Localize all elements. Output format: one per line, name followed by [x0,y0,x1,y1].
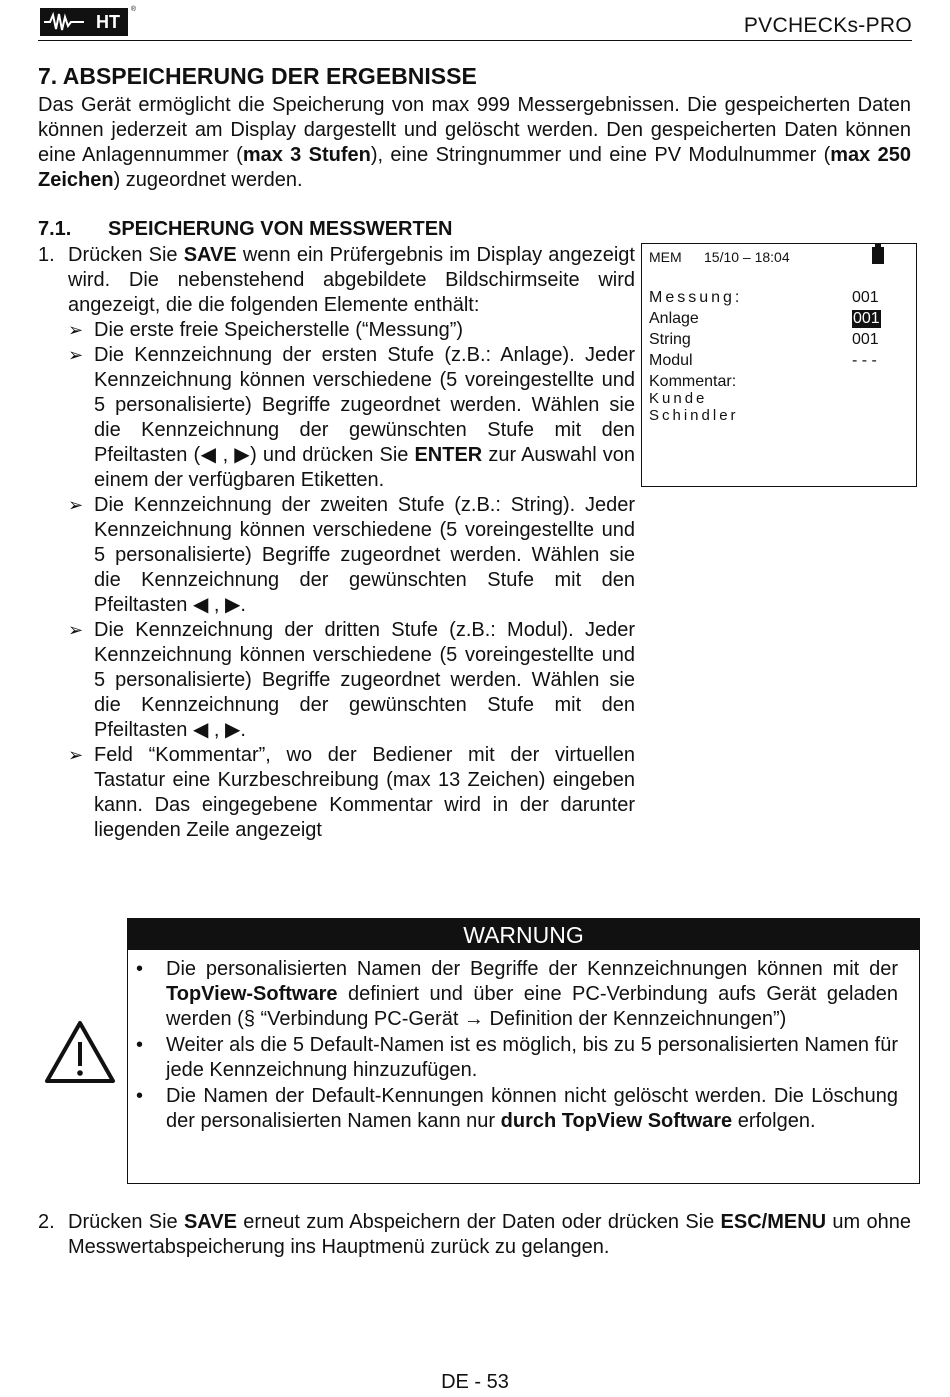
lcd-modul-value: - - - [852,352,877,369]
lcd-mode: MEM [649,249,682,265]
list-item: ➢ Die Kennzeichnung der zweiten Stufe (z.B.: String). Jeder Kennzeichnung können verschiedene (5 voreingestellte und 5 personalisierte) Begriffe zugeordnet werden. Wählen sie die Kennzeichnung der gewünschten Stufe mit den Pfeiltasten ◀ , ▶. [68,494,635,616]
bullet-icon: • [136,1034,144,1056]
arrow-bullet-icon: ➢ [68,345,84,365]
step-2-text: Drücken Sie SAVE erneut zum Abspeichern der Daten oder drücken Sie ESC/MENU um ohne Messwertabspeicherung ins Hauptmenü zurück zu gelangen. [68,1211,911,1258]
lcd-anlage-value: 001 [853,310,880,327]
battery-icon [872,247,884,264]
page-number: DE - 53 [441,1371,509,1393]
step-2 [38,1210,911,1260]
lcd-modul-label: Modul [649,352,693,369]
list-item: • Die Namen der Default-Kennungen können nicht gelöscht werden. Die Löschung der personalisierten Namen kann nur durch TopView Software erfolgen. [136,1085,898,1132]
section-title: 7. ABSPEICHERUNG DER ERGEBNISSE [38,63,477,89]
ht-logo [40,6,136,36]
arrow-bullet-icon: ➢ [68,745,84,765]
warning-title: WARNUNG [128,919,919,950]
arrow-bullet-icon: ➢ [68,495,84,515]
lcd-messung-value: 001 [852,289,879,306]
warning-triangle-icon [44,1020,116,1084]
warning-box [127,918,920,1184]
bullet-icon: • [136,1085,144,1107]
logo-text: HT [96,11,120,32]
lcd-string-value: 001 [852,331,879,348]
step-1-bullets [38,318,635,843]
arrow-bullet-icon: ➢ [68,620,84,640]
bullet-icon: • [136,958,144,980]
list-item: ➢ Die erste freie Speicherstelle (“Messung”) [68,319,464,341]
lcd-messung-label: Messung: [649,289,743,306]
doc-title: PVCHECKs-PRO [743,14,912,37]
intro-paragraph: Das Gerät ermöglicht die Speicherung von max 999 Messergebnissen. Die gespeicherten Daten können jederzeit am Display dargestellt und gelöscht werden. Den gespeicherten Daten können eine Anlagennummer (max 3 Stufen), eine Stringnummer und eine PV Modulnummer (max 250 Zeichen) zugeordnet werden. [38,94,911,191]
header-divider [38,40,912,41]
lcd-screen [641,243,917,487]
lcd-datetime: 15/10 – 18:04 [704,249,790,265]
lcd-anlage-label: Anlage [649,310,699,327]
list-item: ➢ Feld “Kommentar”, wo der Bediener mit der virtuellen Tastatur eine Kurzbeschreibung (max 13 Zeichen) eingeben kann. Das eingegebene Kommentar wird in der darunter liegenden Zeile angezeigt [68,744,635,841]
list-item: ➢ Die Kennzeichnung der ersten Stufe (z.B.: Anlage). Jeder Kennzeichnung können verschiedene (5 voreingestellte und 5 personalisierte) Begriffe zugeordnet werden. Wählen sie die Kennzeichnung der gewünschten Stufe mit den Pfeiltasten (◀ , ▶) und drücken Sie ENTER zur Auswahl von einem der verfügbaren Etiketten. [68,344,635,491]
list-item: • Die personalisierten Namen der Begriffe der Kennzeichnungen können mit der TopView-Software definiert und über eine PC-Verbindung aufs Gerät geladen werden (§ “Verbindung PC-Gerät → Definition der Kennzeichnungen”) [136,958,898,1030]
step-number: 1. [38,244,55,266]
subsection-title: 7.1. SPEICHERUNG VON MESSWERTEN [38,218,453,240]
lcd-comment-line-2: Schindler [649,407,739,424]
step-1-text: Drücken Sie SAVE wenn ein Prüfergebnis im Display angezeigt wird. Die nebenstehend abgebildete Bildschirmseite wird angezeigt, die die folgenden Elemente enthält: [68,244,635,316]
waveform-icon [44,12,84,32]
list-item: • Weiter als die 5 Default-Namen ist es möglich, bis zu 5 personalisierten Namen für jede Kennzeichnung hinzuzufügen. [136,1034,898,1081]
step-1 [38,243,635,843]
lcd-kommentar-label: Kommentar: [649,373,737,390]
lcd-string-label: String [649,331,691,348]
warning-list [128,957,898,1135]
list-item: ➢ Die Kennzeichnung der dritten Stufe (z.B.: Modul). Jeder Kennzeichnung können verschiedene (5 voreingestellte und 5 personalisierte) Begriffe zugeordnet werden. Wählen sie die Kennzeichnung der gewünschten Stufe mit den Pfeiltasten ◀ , ▶. [68,619,635,741]
registered-mark: ® [130,6,136,13]
arrow-bullet-icon: ➢ [68,320,84,340]
lcd-comment-line-1: Kunde [649,390,708,407]
step-number: 2. [38,1211,55,1233]
